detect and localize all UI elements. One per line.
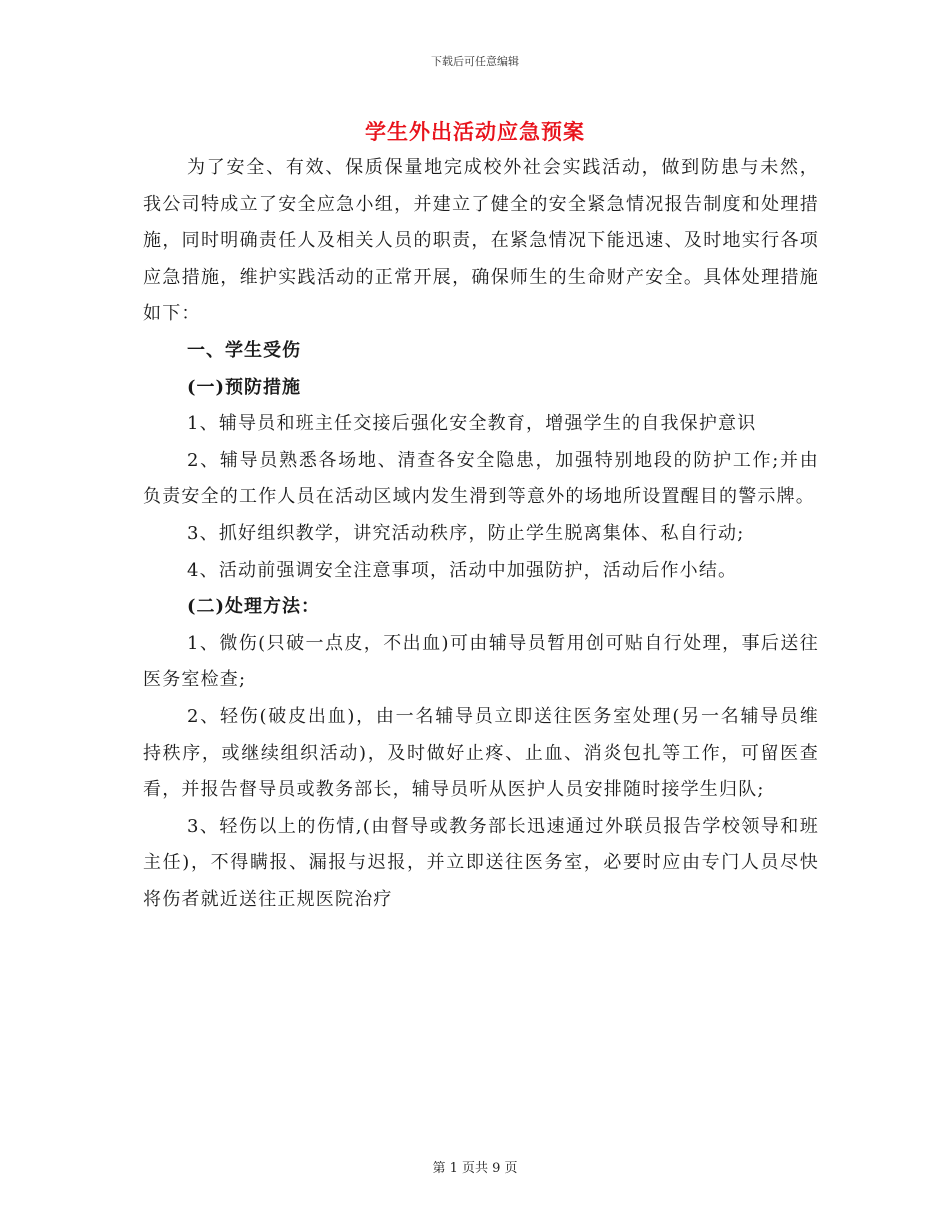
section-heading-injury: 一、学生受伤 [187, 339, 301, 361]
prevention-item: 3、抓好组织教学，讲究活动秩序，防止学生脱离集体、私自行动; [187, 522, 745, 544]
handling-item: 3、轻伤以上的伤情,(由督导或教务部长迅速通过外联员报告学校领导和班主任)，不得瞒报、漏报与迟报，并立即送往医务室，必要时应由专门人员尽快将伤者就近送往正规医院治疗 [143, 815, 819, 910]
document-body [143, 150, 819, 918]
handling-item: 1、微伤(只破一点皮，不出血)可由辅导员暂用创可贴自行处理，事后送往医务室检查; [143, 632, 819, 691]
subsection-heading-handling: (二)处理方法： [187, 596, 321, 618]
header-note: 下载后可任意编辑 [431, 55, 519, 68]
prevention-item: 1、辅导员和班主任交接后强化安全教育，增强学生的自我保护意识 [187, 413, 757, 435]
prevention-item: 2、辅导员熟悉各场地、清查各安全隐患，加强特别地段的防护工作;并由负责安全的工作人员在活动区域内发生滑到等意外的场地所设置醒目的警示牌。 [143, 449, 819, 508]
subsection-heading-prevention: (一)预防措施 [187, 376, 302, 398]
page-number: 第 1 页共 9 页 [432, 1161, 518, 1176]
handling-item: 2、轻伤(破皮出血)，由一名辅导员立即送往医务室处理(另一名辅导员维持秩序，或继续组织活动)，及时做好止疼、止血、消炎包扎等工作，可留医查看，并报告督导员或教务部长，辅导员听从医护人员安排随时接学生归队; [143, 705, 819, 801]
prevention-item: 4、活动前强调安全注意事项，活动中加强防护，活动后作小结。 [187, 559, 738, 581]
intro-paragraph: 为了安全、有效、保质保量地完成校外社会实践活动，做到防患与未然，我公司特成立了安全应急小组，并建立了健全的安全紧急情况报告制度和处理措施，同时明确责任人及相关人员的职责，在紧急情况下能迅速、及时地实行各项应急措施，维护实践活动的正常开展，确保师生的生命财产安全。具体处理措施如下： [143, 157, 819, 325]
document-title: 学生外出活动应急预案 [365, 119, 585, 144]
